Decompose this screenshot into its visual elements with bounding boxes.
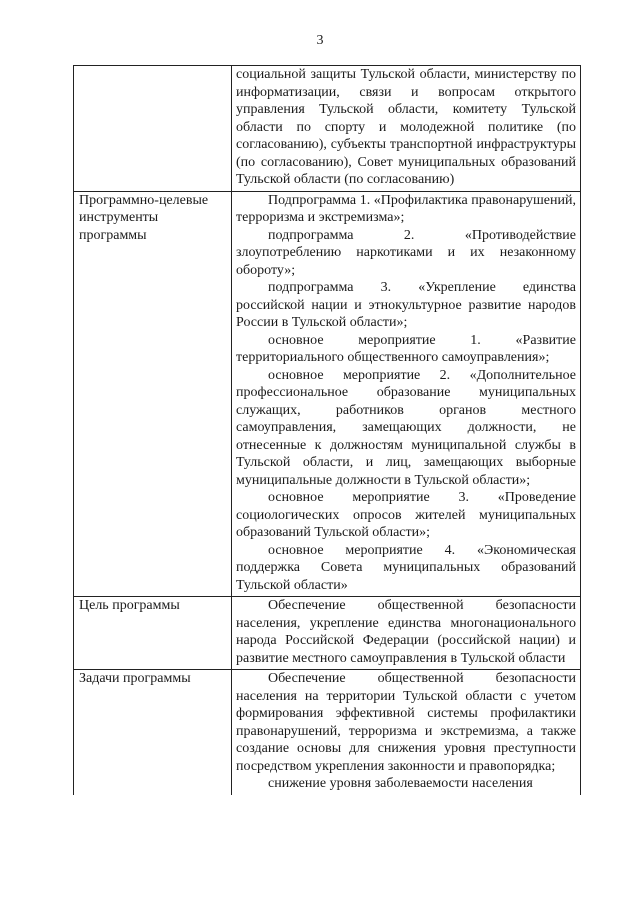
paragraph-task-1: Обеспечение общественной безопасности населения на территории Тульской области с учетом формирования эффективной системы профилактики правонарушений, терроризма и экстремизма, а также создание основы для снижения уровня преступности посредством укрепления законности и правопорядка;	[236, 671, 576, 774]
paragraph-subprogram-3: подпрограмма 3. «Укрепление единства российской нации и этнокультурное развитие народов России в Тульской области»;	[236, 280, 576, 330]
row-content-goal	[232, 597, 581, 670]
paragraph-goal: Обеспечение общественной безопасности населения, укрепление единства многонационального народа Российской Федерации (российской нации) и развитие местного самоуправления в Тульской области	[236, 598, 576, 666]
paragraph-task-2: снижение уровня заболеваемости населения	[268, 776, 533, 791]
paragraph-subprogram-2: подпрограмма 2. «Противодействие злоупотреблению наркотиками и их незаконному обороту»;	[236, 227, 576, 278]
row-content-tasks	[232, 670, 581, 795]
paragraph-measure-2: основное мероприятие 2. «Дополнительное профессиональное образование муниципальных служащих, работников органов местного самоуправления, замещающих должности, не отнесенные к должностям муниципальной службы в Тульской области, и лиц, замещающих выборные муниципальные должности в Тульской области»;	[236, 367, 576, 488]
row-label-empty	[74, 66, 232, 192]
row-label-goal: Цель программы	[74, 597, 232, 670]
row-label-tasks: Задачи программы	[74, 670, 232, 795]
table-row-continuation	[74, 66, 581, 192]
table-row-tasks	[74, 670, 581, 795]
paragraph-measure-4: основное мероприятие 4. «Экономическая поддержка Совета муниципальных образований Тульской области»	[236, 542, 576, 593]
paragraph-subprogram-1: Подпрограмма 1. «Профилактика правонарушений, терроризма и экстремизма»;	[236, 192, 576, 225]
row-label-instruments: Программно-целевые инструменты программы	[74, 191, 232, 597]
row-content-participants	[232, 66, 581, 192]
paragraph-measure-3: основное мероприятие 3. «Проведение социологических опросов жителей муниципальных образований Тульской области»;	[236, 490, 576, 540]
paragraph-measure-1: основное мероприятие 1. «Развитие территориального общественного самоуправления»;	[236, 332, 576, 365]
row-content-instruments	[232, 191, 581, 597]
passport-table	[73, 65, 581, 795]
table-row-goal	[74, 597, 581, 670]
table-row-instruments	[74, 191, 581, 597]
page-number: 3	[316, 33, 324, 48]
paragraph: социальной защиты Тульской области, министерству по информатизации, связи и вопросам открытого управления Тульской области, комитету Тульской области по спорту и молодежной политике (по согласованию), субъекты транспортной инфраструктуры (по согласованию), Совет муниципальных образований Тульской области (по согласованию)	[236, 67, 576, 187]
